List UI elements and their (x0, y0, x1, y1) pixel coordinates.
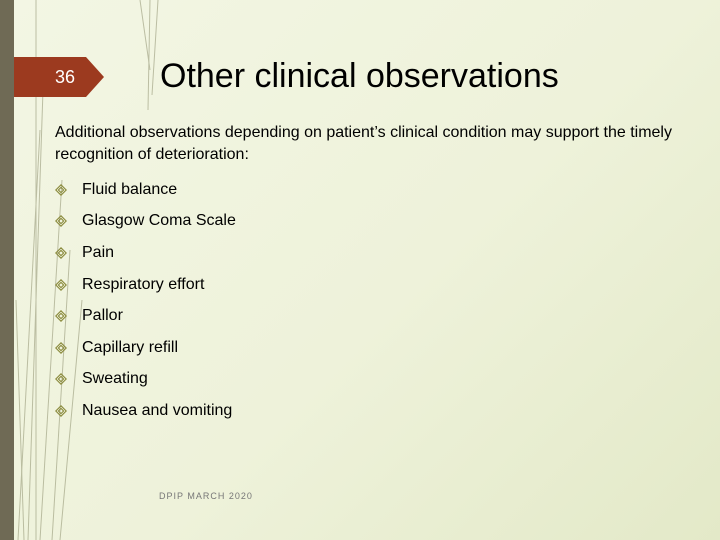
list-item (55, 332, 236, 364)
list-item (55, 206, 236, 238)
list-item-label: Respiratory effort (82, 275, 205, 293)
list-item-label: Capillary refill (82, 338, 179, 356)
diamond-outline-icon (55, 247, 67, 259)
diamond-outline-icon (55, 184, 67, 196)
list-item (55, 269, 236, 301)
diamond-outline-icon (55, 342, 67, 354)
diamond-outline-icon (55, 215, 67, 227)
diamond-outline-icon (55, 279, 67, 291)
slide-title: Other clinical observations (160, 57, 559, 95)
list-item (55, 364, 236, 396)
diamond-outline-icon (55, 310, 67, 322)
list-item (55, 174, 236, 206)
intro-text: Additional observations depending on patient’s clinical condition may support the timely recognition of deterioration: (55, 124, 672, 163)
footer-text: DPIP MARCH 2020 (159, 491, 253, 501)
list-item (55, 395, 236, 427)
list-item-label: Nausea and vomiting (82, 401, 233, 419)
left-accent-bar (0, 0, 14, 540)
list-item (55, 237, 236, 269)
list-item-label: Fluid balance (82, 180, 178, 198)
list-item (55, 300, 236, 332)
list-item-label: Pain (82, 243, 115, 261)
diamond-outline-icon (55, 373, 67, 385)
slide-number: 36 (55, 67, 76, 87)
list-item-label: Glasgow Coma Scale (82, 212, 236, 230)
diamond-outline-icon (55, 405, 67, 417)
list-item-label: Sweating (82, 370, 148, 388)
list-item-label: Pallor (82, 307, 123, 325)
observation-list (55, 174, 236, 427)
